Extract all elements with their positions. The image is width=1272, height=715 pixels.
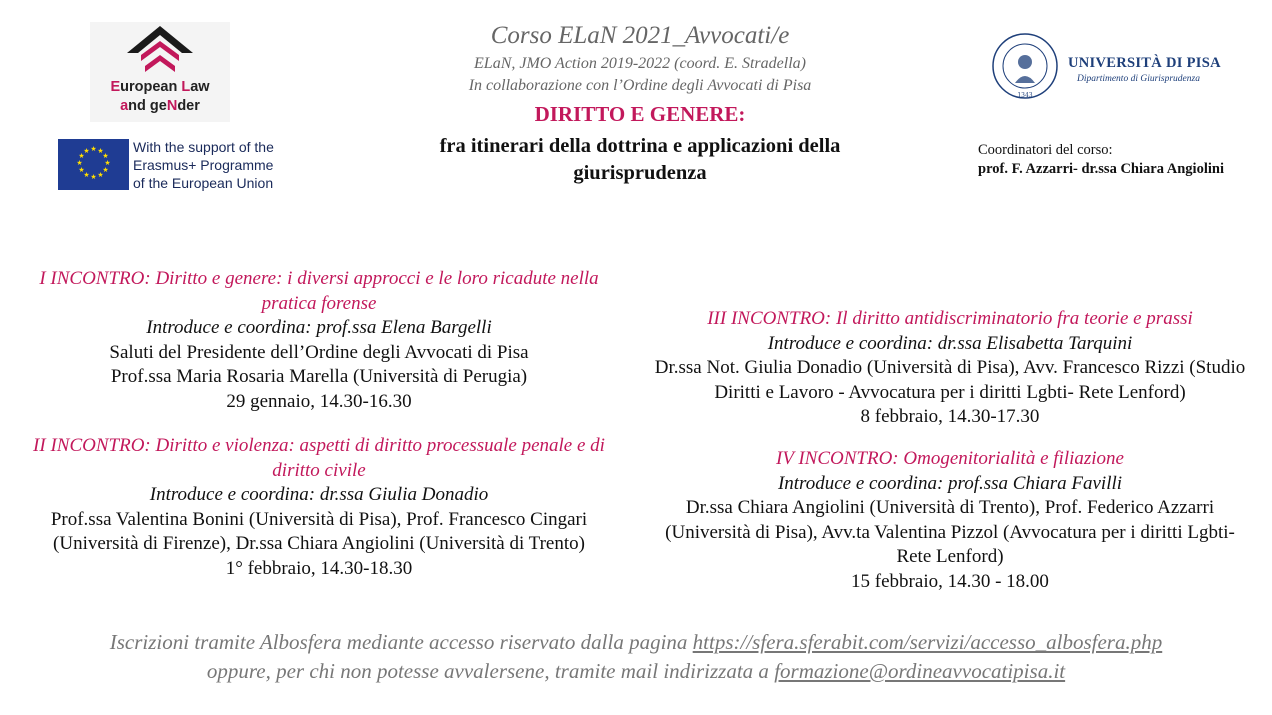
svg-text:★: ★	[104, 159, 111, 167]
session-4-intro: Introduce e coordina: prof.ssa Chiara Favilli	[777, 472, 1123, 494]
unipi-seal-icon	[990, 31, 1060, 101]
session-1-line2: Prof.ssa Maria Rosaria Marella (Università di Perugia)	[110, 366, 528, 388]
session-2-intro: Introduce e coordina: dr.ssa Giulia Donadio	[149, 484, 489, 506]
session-1-title: I INCONTRO: Diritto e genere: i diversi approcci e le loro ricadute nella pratica forense	[39, 268, 599, 314]
session-2-line1: Prof.ssa Valentina Bonini (Università di Pisa), Prof. Francesco Cingari (Università di Firenze), Dr.ssa Chiara Angiolini (Università di Trento)	[50, 508, 588, 555]
svg-text:1343: 1343	[1017, 92, 1033, 99]
coordinators-label: Coordinatori del corso:	[978, 142, 1113, 158]
coordinators-names: prof. F. Azzarri- dr.ssa Chiara Angiolini	[978, 161, 1224, 177]
svg-text:★: ★	[102, 166, 109, 174]
svg-text:★: ★	[102, 152, 109, 160]
session-3-date: 8 febbraio, 14.30-17.30	[860, 406, 1040, 428]
session-1-intro: Introduce e coordina: prof.ssa Elena Bargelli	[146, 317, 492, 339]
footer	[10, 628, 1262, 686]
unipi-logo	[985, 26, 1221, 106]
svg-text:★: ★	[78, 166, 85, 174]
session-1-line1: Saluti del Presidente dell’Ordine degli Avvocati di Pisa	[109, 341, 529, 363]
svg-text:★: ★	[90, 173, 97, 181]
session-4-line1: Dr.ssa Chiara Angiolini (Università di Trento), Prof. Federico Azzarri (Università di Pisa), Avv.ta Valentina Pizzol (Avvocatura per i diritti Lgbti- Rete Lenford)	[665, 497, 1235, 568]
email-link[interactable]: formazione@ordineavvocatipisa.it	[774, 659, 1066, 683]
unipi-name: UNIVERSITÀ DI PISA	[1068, 55, 1221, 71]
svg-text:★: ★	[83, 147, 90, 155]
session-3-intro: Introduce e coordina: dr.ssa Elisabetta Tarquini	[767, 332, 1133, 354]
course-title: Corso ELaN 2021_Avvocati/e	[490, 22, 790, 49]
main-title: DIRITTO E GENERE:	[534, 102, 746, 126]
session-4-title: IV INCONTRO: Omogenitorialità e filiazione	[776, 448, 1124, 469]
session-1	[18, 267, 620, 415]
session-4	[648, 447, 1252, 595]
svg-text:★: ★	[76, 159, 83, 167]
session-2-title: II INCONTRO: Diritto e violenza: aspetti di diritto processuale penale e di diritto civile	[33, 435, 605, 481]
elan-logo-text: European Law and geNder	[110, 79, 210, 114]
session-2	[18, 434, 620, 582]
svg-text:★: ★	[83, 171, 90, 179]
svg-text:★: ★	[97, 171, 104, 179]
svg-text:★: ★	[78, 152, 85, 160]
albosfera-link[interactable]: https://sfera.sferabit.com/servizi/accesso_albosfera.php	[692, 630, 1163, 654]
coordinators	[978, 141, 1263, 179]
main-subtitle: fra itinerari della dottrina e applicazioni della giurisprudenza	[439, 135, 841, 184]
svg-text:★: ★	[97, 147, 104, 155]
session-3-line1: Dr.ssa Not. Giulia Donadio (Università di Pisa), Avv. Francesco Rizzi (Studio Diritti e Lavoro - Avvocatura per i diritti Lgbti- Rete Lenford)	[654, 357, 1246, 403]
course-subtitle: ELaN, JMO Action 2019-2022 (coord. E. Stradella)	[474, 55, 806, 72]
session-3	[648, 307, 1252, 430]
footer-line-1: Iscrizioni tramite Albosfera mediante accesso riservato dalla pagina https://sfera.sferabit.com/servizi/accesso_albosfera.php	[109, 630, 1163, 654]
session-4-date: 15 febbraio, 14.30 - 18.00	[851, 570, 1049, 592]
svg-text:★: ★	[90, 145, 97, 153]
unipi-department: Dipartimento di Giurisprudenza	[1077, 74, 1200, 84]
session-3-title: III INCONTRO: Il diritto antidiscriminatorio fra teorie e prassi	[707, 308, 1193, 329]
eu-flag-icon	[58, 139, 129, 190]
session-1-date: 29 gennaio, 14.30-16.30	[226, 390, 412, 412]
footer-line-2: oppure, per chi non potesse avvalersene, tramite mail indirizzata a formazione@ordineavvocatipisa.it	[206, 659, 1066, 683]
erasmus-support-text: With the support of the Erasmus+ Programme of the European Union	[133, 139, 274, 191]
course-collaboration: In collaborazione con l’Ordine degli Avvocati di Pisa	[468, 77, 812, 94]
elan-logo	[90, 22, 230, 122]
session-2-date: 1° febbraio, 14.30-18.30	[225, 557, 413, 579]
elan-mark-icon	[123, 24, 197, 78]
